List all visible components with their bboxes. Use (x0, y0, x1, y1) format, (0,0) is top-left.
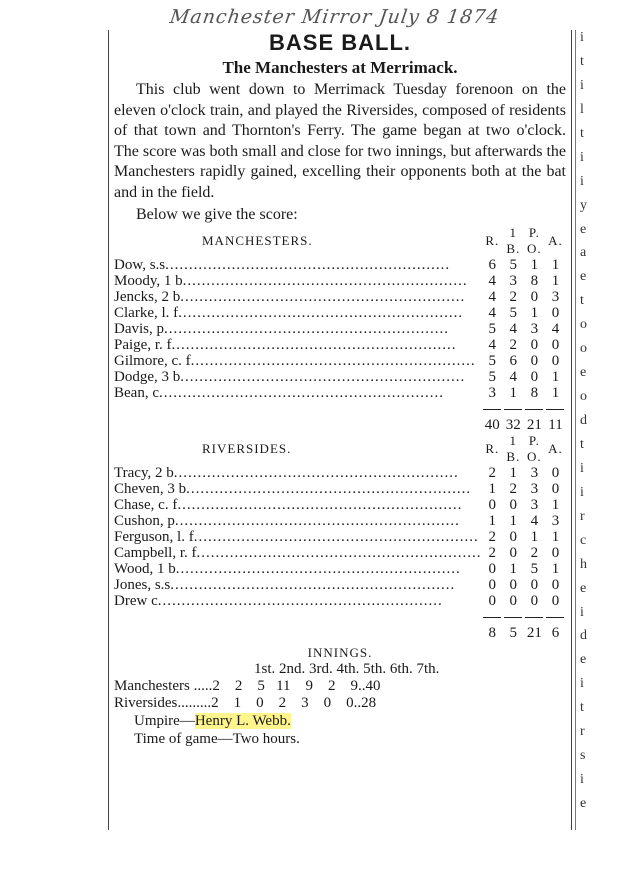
player-name: Cushon, p (114, 513, 175, 529)
player-name: Bean, c (114, 385, 159, 401)
leader-dots: .. (353, 695, 362, 711)
spacer (114, 609, 482, 625)
leader-dots: .. (358, 678, 366, 694)
rule-line (504, 617, 522, 618)
player-name: Cheven, 3 b (114, 481, 187, 497)
player-name: Chase, c. f (114, 497, 178, 513)
edge-fragment: t (580, 293, 584, 308)
rule-cell (503, 401, 524, 417)
player-row (114, 577, 566, 593)
player-row (114, 545, 566, 561)
stat-b: 2 (509, 289, 518, 305)
edge-fragment: l (580, 102, 584, 117)
spacer (114, 625, 482, 641)
leader-dots: ..... (189, 678, 213, 694)
total-b: 5 (509, 625, 518, 641)
total-b: 32 (505, 417, 521, 433)
edge-fragment: t (580, 700, 584, 715)
spacer (114, 417, 482, 433)
column-rule-right (571, 30, 572, 830)
column-header: A. (548, 441, 563, 456)
leader-dots: ............................................................ (171, 337, 457, 353)
edge-fragment: e (580, 222, 587, 237)
totals-row (114, 625, 566, 641)
innings-columns: 1st. 2nd. 3rd. 4th. 5th. 6th. 7th. (254, 661, 440, 677)
player-name: Clarke, l. f (114, 305, 179, 321)
rule-cell (524, 401, 545, 417)
player-name: Drew c (114, 593, 158, 609)
stat-b: 0 (509, 529, 518, 545)
umpire-name-highlighted: Henry L. Webb. (194, 713, 291, 729)
stat-a: 0 (551, 337, 560, 353)
stat-r: 1 (488, 481, 497, 497)
stat-r: 0 (488, 593, 497, 609)
innings-scores: 2 2 5 11 9 2 9 (212, 678, 359, 694)
edge-fragment: o (580, 317, 587, 332)
stat-a: 4 (551, 321, 560, 337)
column-header: P. O. (527, 433, 542, 464)
stat-b: 0 (509, 545, 518, 561)
headline: BASE BALL. (269, 30, 411, 55)
article (114, 30, 566, 748)
stat-b: 0 (509, 577, 518, 593)
stat-b: 2 (509, 481, 518, 497)
leader-dots: ............................................................ (190, 353, 476, 369)
edge-fragment: i (580, 485, 584, 500)
edge-fragment: r (580, 724, 585, 739)
player-name-cell (114, 545, 482, 561)
stat-b: 4 (509, 369, 518, 385)
stat-po: 0 (530, 369, 539, 385)
stat-a: 0 (551, 481, 560, 497)
stat-a: 1 (551, 497, 560, 513)
leader-dots: ............................................................ (186, 481, 472, 497)
leader-dots: ............................................................ (177, 497, 463, 513)
stat-po: 0 (530, 289, 539, 305)
column-header: 1 B. (506, 225, 521, 256)
stat-a: 1 (551, 561, 560, 577)
player-row (114, 257, 566, 273)
stat-r: 1 (488, 513, 497, 529)
rule-line (546, 617, 564, 618)
player-name-cell (114, 289, 482, 305)
totals-rule (114, 401, 566, 417)
stat-b: 0 (509, 497, 518, 513)
edge-fragment: t (580, 126, 584, 141)
stat-po: 2 (530, 545, 539, 561)
stat-po: 0 (530, 353, 539, 369)
player-name: Jones, s.s (114, 577, 171, 593)
stat-r: 5 (488, 353, 497, 369)
player-name-cell (114, 273, 482, 289)
player-name: Dow, s.s (114, 257, 166, 273)
stat-a: 1 (551, 369, 560, 385)
leader-dots: ............................................................ (158, 385, 444, 401)
adjacent-column-fragments (578, 30, 618, 820)
column-rule-left (108, 30, 109, 830)
stat-r: 5 (488, 369, 497, 385)
rule-cell (545, 609, 566, 625)
stat-r: 0 (488, 577, 497, 593)
innings-team: Manchesters (114, 678, 190, 694)
umpire-label: Umpire— (134, 713, 195, 729)
edge-fragment: i (580, 676, 584, 691)
edge-fragment: d (580, 628, 587, 643)
stat-b: 1 (509, 385, 518, 401)
stat-po: 5 (530, 561, 539, 577)
stat-b: 5 (509, 257, 518, 273)
stat-po: 8 (530, 273, 539, 289)
leader-dots: ............................................................ (165, 257, 451, 273)
leader-dots: ............................................................ (157, 593, 443, 609)
player-name: Ferguson, l. f (114, 529, 194, 545)
player-name-cell (114, 513, 482, 529)
stat-r: 2 (488, 545, 497, 561)
edge-fragment: e (580, 796, 587, 811)
player-row (114, 593, 566, 609)
edge-fragment: a (580, 245, 587, 260)
edge-fragment: e (580, 269, 587, 284)
column-header: P. O. (527, 225, 542, 256)
column-header: R. (485, 441, 500, 456)
stat-a: 1 (551, 273, 560, 289)
edge-fragment: i (580, 772, 584, 787)
player-name-cell (114, 305, 482, 321)
box-score-table (114, 225, 566, 641)
player-row (114, 353, 566, 369)
stat-po: 4 (530, 513, 539, 529)
rule-line (525, 617, 543, 618)
edge-fragment: d (580, 413, 587, 428)
score-intro: Below we give the score: (136, 206, 298, 223)
leader-dots: ............................................................ (178, 305, 464, 321)
totals-rule (114, 609, 566, 625)
stat-b: 3 (509, 273, 518, 289)
column-header: A. (548, 233, 563, 248)
stat-a: 0 (551, 465, 560, 481)
edge-fragment: t (580, 437, 584, 452)
column-rule-right-outer (575, 30, 576, 830)
rule-line (504, 409, 522, 410)
stat-r: 2 (488, 529, 497, 545)
player-name: Moody, 1 b (114, 273, 183, 289)
player-name-cell (114, 369, 482, 385)
team-header-row (114, 433, 566, 465)
innings-row-manchesters (114, 678, 566, 695)
leader-dots: ............................................................ (174, 513, 460, 529)
stat-po: 3 (530, 321, 539, 337)
player-name: Dodge, 3 b (114, 369, 181, 385)
team-name: MANCHESTERS. (202, 233, 313, 248)
player-row (114, 465, 566, 481)
stat-r: 0 (488, 561, 497, 577)
leader-dots: ............................................................ (182, 273, 468, 289)
column-header: R. (485, 233, 500, 248)
player-name-cell (114, 561, 482, 577)
player-row (114, 385, 566, 401)
stat-r: 2 (488, 465, 497, 481)
stat-b: 1 (509, 561, 518, 577)
stat-r: 4 (488, 337, 497, 353)
total-po: 21 (526, 417, 542, 433)
edge-fragment: s (580, 748, 586, 763)
rule-cell (545, 401, 566, 417)
leader-dots: ............................................................ (180, 369, 466, 385)
player-row (114, 305, 566, 321)
edge-fragment: o (580, 341, 587, 356)
team-name: RIVERSIDES. (202, 441, 292, 456)
edge-fragment: e (580, 365, 587, 380)
edge-fragment: t (580, 54, 584, 69)
leader-dots: ............................................................ (196, 545, 482, 561)
player-row (114, 529, 566, 545)
leader-dots: ............................................................ (170, 577, 456, 593)
rule-cell (482, 401, 503, 417)
stat-r: 6 (488, 257, 497, 273)
stat-po: 0 (530, 577, 539, 593)
edge-fragment: c (580, 533, 587, 548)
stat-b: 0 (509, 593, 518, 609)
stat-a: 0 (551, 545, 560, 561)
edge-fragment: e (580, 581, 587, 596)
rule-cell (482, 609, 503, 625)
column-header: 1 B. (506, 433, 521, 464)
innings-total: 28 (361, 695, 377, 711)
edge-fragment: y (580, 198, 587, 213)
stat-r: 0 (488, 497, 497, 513)
stat-po: 8 (530, 385, 539, 401)
player-name-cell (114, 257, 482, 273)
leader-dots: ............................................................ (164, 321, 449, 337)
total-r: 8 (488, 625, 497, 641)
stat-b: 6 (509, 353, 518, 369)
leader-dots: ............................................................ (173, 465, 459, 481)
player-row (114, 513, 566, 529)
leader-dots: ......... (177, 695, 212, 711)
total-r: 40 (484, 417, 500, 433)
player-name-cell (114, 465, 482, 481)
player-name-cell (114, 593, 482, 609)
edge-fragment: i (580, 605, 584, 620)
edge-fragment: i (580, 78, 584, 93)
edge-fragment: h (580, 557, 587, 572)
rule-line (525, 409, 543, 410)
player-row (114, 289, 566, 305)
player-name-cell (114, 577, 482, 593)
stat-r: 5 (488, 321, 497, 337)
innings-team: Riversides (114, 695, 178, 711)
stat-a: 0 (551, 305, 560, 321)
player-name: Wood, 1 b (114, 561, 176, 577)
time-of-game: Time of game—Two hours. (134, 731, 300, 747)
subheadline: The Manchesters at Merrimack. (222, 58, 458, 77)
player-name-cell (114, 353, 482, 369)
article-body (114, 80, 566, 203)
rule-cell (503, 609, 524, 625)
innings-title: INNINGS. (307, 645, 373, 660)
total-a: 11 (548, 417, 563, 433)
player-name: Gilmore, c. f (114, 353, 191, 369)
rule-line (546, 409, 564, 410)
stat-b: 1 (509, 465, 518, 481)
player-name-cell (114, 321, 482, 337)
player-row (114, 561, 566, 577)
edge-fragment: i (580, 461, 584, 476)
stat-a: 1 (551, 385, 560, 401)
stat-po: 1 (530, 257, 539, 273)
stat-po: 3 (530, 481, 539, 497)
rule-line (483, 409, 501, 410)
stat-r: 3 (488, 385, 497, 401)
total-a: 6 (551, 625, 560, 641)
player-name-cell (114, 385, 482, 401)
leader-dots: ............................................................ (193, 529, 479, 545)
edge-fragment: o (580, 389, 587, 404)
rule-line (483, 617, 501, 618)
player-row (114, 337, 566, 353)
leader-dots: ............................................................ (180, 289, 466, 305)
stat-po: 0 (530, 337, 539, 353)
stat-a: 0 (551, 593, 560, 609)
innings-row-riversides (114, 695, 566, 712)
innings-scores: 2 1 0 2 3 0 0 (211, 695, 354, 711)
player-name: Paige, r. f (114, 337, 172, 353)
totals-row (114, 417, 566, 433)
stat-po: 3 (530, 497, 539, 513)
player-name: Davis, p (114, 321, 164, 337)
stat-a: 3 (551, 513, 560, 529)
edge-fragment: r (580, 509, 585, 524)
stat-po: 3 (530, 465, 539, 481)
player-name: Jencks, 2 b (114, 289, 181, 305)
stat-a: 0 (551, 577, 560, 593)
innings-total: 40 (365, 678, 381, 694)
stat-r: 4 (488, 305, 497, 321)
total-po: 21 (526, 625, 542, 641)
player-row (114, 369, 566, 385)
stat-a: 1 (551, 257, 560, 273)
stat-po: 1 (530, 529, 539, 545)
player-row (114, 321, 566, 337)
rule-cell (524, 609, 545, 625)
player-name-cell (114, 497, 482, 513)
team-header-row (114, 225, 566, 257)
player-name: Campbell, r. f (114, 545, 197, 561)
player-row (114, 481, 566, 497)
stat-po: 1 (530, 305, 539, 321)
stat-b: 4 (509, 321, 518, 337)
umpire-line (134, 712, 566, 730)
stat-a: 3 (551, 289, 560, 305)
stat-b: 5 (509, 305, 518, 321)
leader-dots: ............................................................ (175, 561, 461, 577)
player-name-cell (114, 529, 482, 545)
stat-r: 4 (488, 273, 497, 289)
handwritten-annotation: Manchester Mirror July 8 1874 (168, 6, 501, 28)
spacer (114, 401, 482, 417)
stat-a: 1 (551, 529, 560, 545)
stat-po: 0 (530, 593, 539, 609)
edge-fragment: i (580, 30, 584, 45)
edge-fragment: i (580, 174, 584, 189)
player-name-cell (114, 337, 482, 353)
player-row (114, 497, 566, 513)
stat-r: 4 (488, 289, 497, 305)
edge-fragment: e (580, 652, 587, 667)
paragraph: This club went down to Merrimack Tuesday forenoon on the eleven o'clock train, and played the Riversides, composed of residents of that town and Thornton's Ferry. The game began at two o'clock. The score was both small and close for two innings, but afterwards the Manchesters rapidly gained, excelling their opponents both at the bat and in the field. (114, 81, 566, 201)
stat-b: 2 (509, 337, 518, 353)
stat-a: 0 (551, 353, 560, 369)
player-name-cell (114, 481, 482, 497)
stat-b: 1 (509, 513, 518, 529)
edge-fragment: i (580, 150, 584, 165)
player-name: Tracy, 2 b (114, 465, 174, 481)
player-row (114, 273, 566, 289)
